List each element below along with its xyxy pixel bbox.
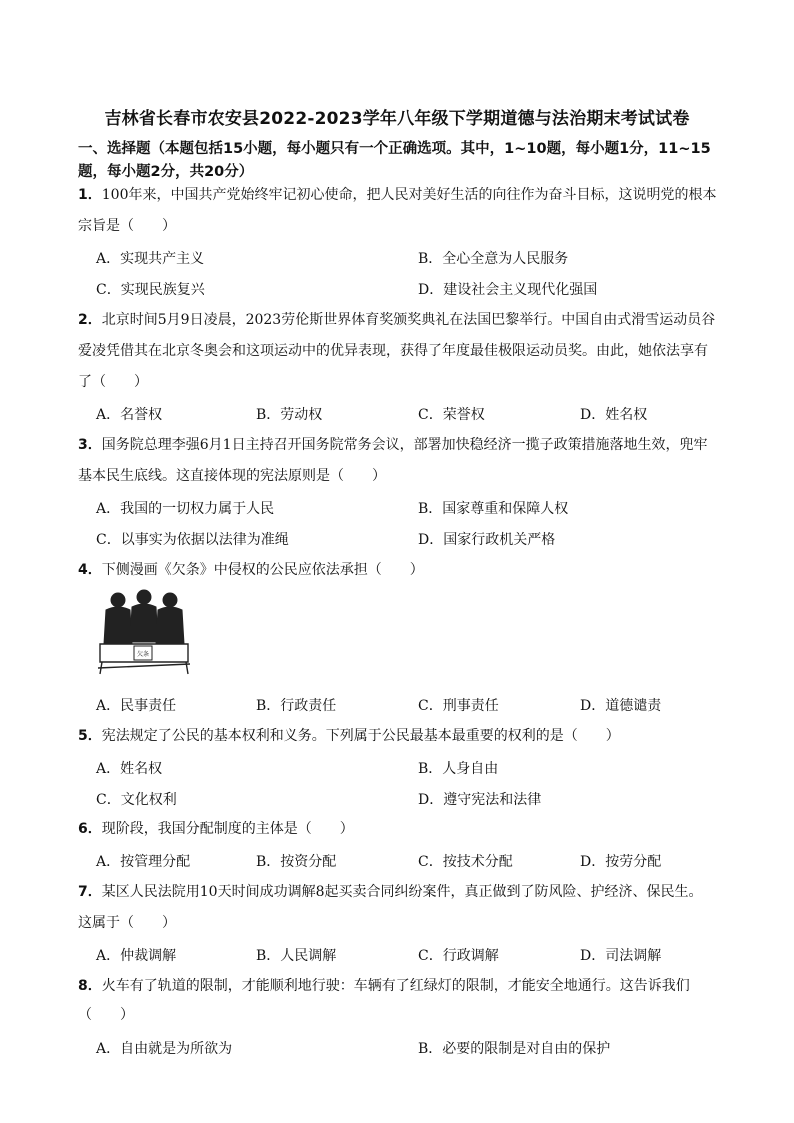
question-8-line-2: （ ）	[78, 1007, 134, 1023]
question-1-number: 1．	[78, 187, 102, 203]
question-4-number: 4．	[78, 562, 102, 578]
question-8-number: 8．	[78, 978, 102, 994]
question-3-line-1	[78, 430, 738, 461]
question-1-text-1: 100年来，中国共产党始终牢记初心使命，把人民对美好生活的向往作为奋斗目标，这说明党的根本	[101, 187, 717, 203]
question-3-text-1: 国务院总理李强6月1日主持召开国务院常务会议，部署加快稳经济一揽子政策措施落地生效，兜牢	[101, 437, 708, 453]
question-6-option-b[interactable]: B．按资分配	[256, 854, 337, 870]
question-4-option-b[interactable]: B．行政责任	[256, 698, 337, 714]
question-8-option-b[interactable]: B．必要的限制是对自由的保护	[418, 1041, 611, 1057]
iou-note-text: 欠条	[136, 651, 150, 658]
question-5-option-c[interactable]: C．文化权利	[96, 792, 177, 808]
question-7-line-2: 这属于（ ）	[78, 915, 176, 931]
question-8-line-1	[78, 971, 738, 1002]
question-2-line-1	[78, 305, 738, 336]
question-2-text-1: 北京时间5月9日凌晨，2023劳伦斯世界体育奖颁奖典礼在法国巴黎举行。中国自由式滑雪运动员谷	[101, 312, 716, 328]
question-1-option-d[interactable]: D．建设社会主义现代化强国	[418, 282, 598, 298]
section-heading-line-1: 一、选择题（本题包括15小题，每小题只有一个正确选项。其中，1~10题，每小题1分，11~15	[78, 141, 711, 157]
question-7-option-d[interactable]: D．司法调解	[580, 948, 662, 964]
question-5-option-d[interactable]: D．遵守宪法和法律	[418, 792, 542, 808]
question-3-number: 3．	[78, 437, 102, 453]
question-1-line-2: 宗旨是（ ）	[78, 218, 176, 234]
question-8-option-a[interactable]: A．自由就是为所欲为	[96, 1041, 233, 1057]
question-4-option-d[interactable]: D．道德谴责	[580, 698, 662, 714]
question-5-option-b[interactable]: B．人身自由	[418, 761, 499, 777]
question-1-line-1	[78, 180, 738, 211]
section-heading-line-2: 题，每小题2分，共20分）	[78, 164, 254, 180]
question-3-line-2: 基本民生底线。这直接体现的宪法原则是（ ）	[78, 468, 386, 484]
question-4-line-1	[78, 555, 738, 586]
question-2-line-3: 了（ ）	[78, 374, 148, 390]
question-2-number: 2．	[78, 312, 102, 328]
question-5-option-a[interactable]: A．姓名权	[96, 761, 163, 777]
question-4-option-c[interactable]: C．刑事责任	[418, 698, 499, 714]
exam-title: 吉林省长春市农安县2022-2023学年八年级下学期道德与法治期末考试试卷	[104, 109, 690, 129]
question-6-option-c[interactable]: C．按技术分配	[418, 854, 513, 870]
question-8-text-1: 火车有了轨道的限制，才能顺利地行驶：车辆有了红绿灯的限制，才能安全地通行。这告诉我们	[101, 978, 690, 994]
question-7-line-1	[78, 877, 738, 908]
question-2-option-a[interactable]: A．名誉权	[96, 407, 163, 423]
question-6-option-a[interactable]: A．按管理分配	[96, 854, 191, 870]
question-4-text-1: 下侧漫画《欠条》中侵权的公民应依法承担（ ）	[101, 562, 424, 578]
iou-cartoon-image	[96, 588, 192, 676]
question-5-number: 5．	[78, 728, 102, 744]
question-6-number: 6．	[78, 821, 102, 837]
question-4-option-a[interactable]: A．民事责任	[96, 698, 177, 714]
question-7-option-a[interactable]: A．仲裁调解	[96, 948, 177, 964]
question-7-number: 7．	[78, 884, 102, 900]
question-3-option-d[interactable]: D．国家行政机关严格	[418, 532, 556, 548]
question-7-option-c[interactable]: C．行政调解	[418, 948, 499, 964]
question-3-option-a[interactable]: A．我国的一切权力属于人民	[96, 501, 275, 517]
question-6-text-1: 现阶段，我国分配制度的主体是（ ）	[101, 821, 354, 837]
question-5-text-1: 宪法规定了公民的基本权利和义务。下列属于公民最基本最重要的权利的是（ ）	[101, 728, 620, 744]
question-5-line-1	[78, 721, 738, 752]
question-2-option-c[interactable]: C．荣誉权	[418, 407, 485, 423]
question-1-option-b[interactable]: B．全心全意为人民服务	[418, 251, 569, 267]
question-7-option-b[interactable]: B．人民调解	[256, 948, 337, 964]
question-2-option-b[interactable]: B．劳动权	[256, 407, 323, 423]
question-6-line-1	[78, 814, 738, 845]
question-3-option-b[interactable]: B．国家尊重和保障人权	[418, 501, 569, 517]
section-1-heading	[78, 138, 738, 184]
question-2-option-d[interactable]: D．姓名权	[580, 407, 648, 423]
question-6-option-d[interactable]: D．按劳分配	[580, 854, 662, 870]
question-3-option-c[interactable]: C．以事实为依据以法律为准绳	[96, 532, 289, 548]
question-7-text-1: 某区人民法院用10天时间成功调解8起买卖合同纠纷案件，真正做到了防风险、护经济、保民生。	[101, 884, 703, 900]
question-1-option-a[interactable]: A．实现共产主义	[96, 251, 205, 267]
question-2-line-2: 爱凌凭借其在北京冬奥会和这项运动中的优异表现，获得了年度最佳极限运动员奖。由此，她依法享有	[78, 343, 708, 359]
question-1-option-c[interactable]: C．实现民族复兴	[96, 282, 205, 298]
